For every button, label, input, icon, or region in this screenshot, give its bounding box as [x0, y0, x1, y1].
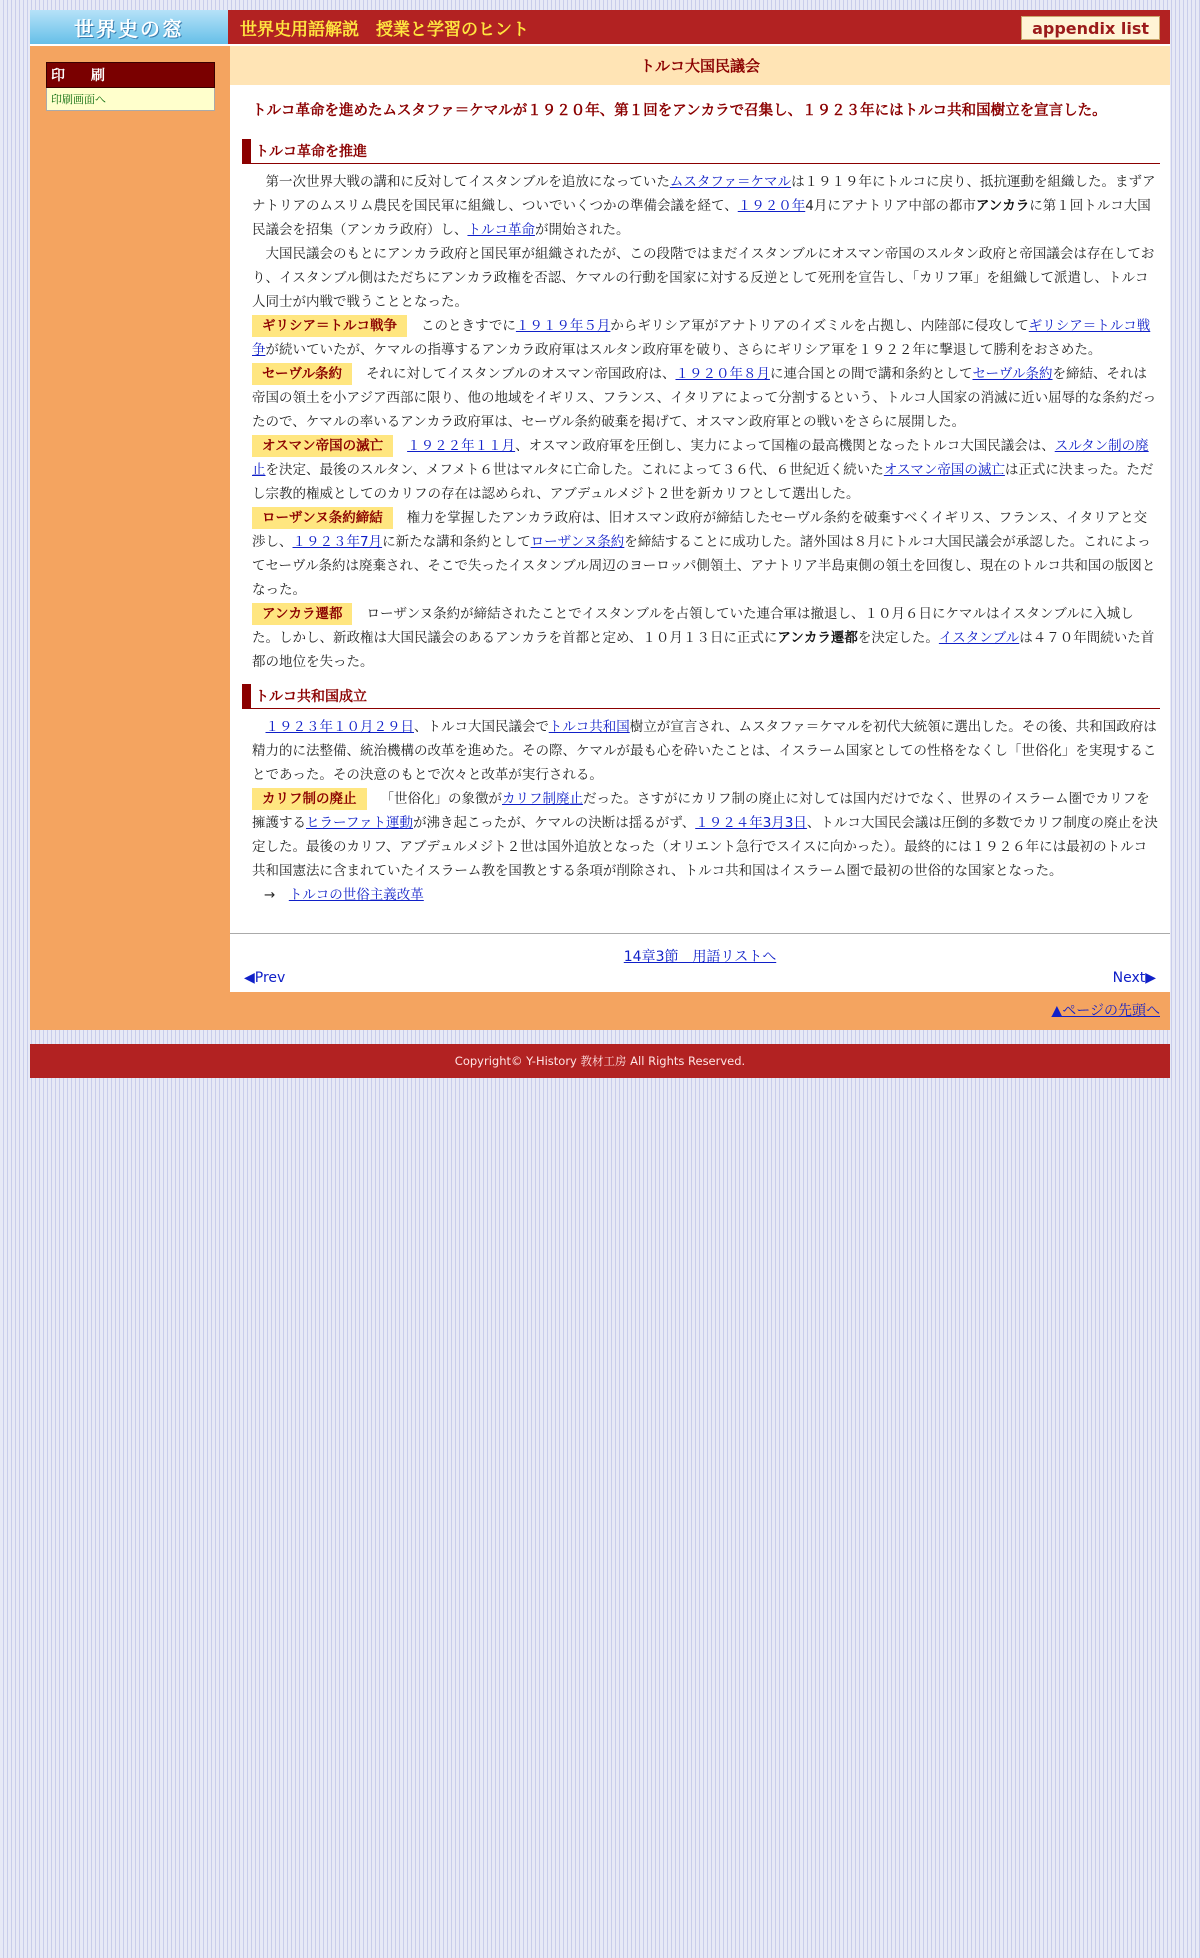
text: 、オスマン政府軍を圧倒し、実力によって国権の最高機関となったトルコ大国民議会は、 [515, 438, 1055, 454]
text: だった。さすがにカリフ制の廃止に対しては国内だけでなく、世界のイスラーム圏でカリフを擁護する [252, 791, 1150, 831]
term-badge: カリフ制の廃止 [252, 788, 367, 810]
prev-link[interactable]: ◀Prev [244, 970, 286, 986]
section-heading-revolution: トルコ革命を推進 [242, 139, 1160, 164]
text: 、トルコ大国民議会で [414, 719, 549, 735]
text: 「世俗化」の象徴が [380, 791, 502, 807]
link-1923-jul[interactable]: １９２３年7月 [292, 534, 383, 550]
link-ottoman-fall[interactable]: オスマン帝国の滅亡 [883, 462, 1005, 478]
print-box [46, 62, 215, 111]
text: は正式に決まった。ただし宗教的権威としてのカリフの存在は認められ、アブデュルメジト２世を新カリフとして選出した。 [252, 462, 1154, 502]
sidebar [30, 46, 230, 992]
text: それに対してイスタンブルのオスマン帝国政府は、 [366, 366, 676, 382]
site-header [30, 10, 1170, 46]
text: 樹立が宣言され、ムスタファ＝ケマルを初代大統領に選出した。その後、共和国政府は精力的に法整備、統治機構の改革を進めた。その際、ケマルが最も心を砕いたことは、イスラーム国家としての性格をなくし「世俗化」を実現することであった。その決意のもとで次々と改革が実行される。 [252, 719, 1157, 783]
paragraph [252, 715, 1160, 787]
term-badge: オスマン帝国の滅亡 [252, 435, 393, 457]
link-khilafat-movement[interactable]: ヒラーファト運動 [306, 815, 414, 831]
section-body-revolution [230, 170, 1170, 674]
link-secular-reform[interactable]: トルコの世俗主義改革 [288, 887, 424, 903]
page-top-row [30, 992, 1170, 1030]
text: が沸き起こったが、ケマルの決断は揺るがず、 [413, 815, 696, 831]
text: を決定、最後のスルタン、メフメト６世はマルタに亡命した。これによって３６代、６世紀近く続いた [265, 462, 884, 478]
link-treaty-lausanne[interactable]: ローザンヌ条約 [530, 534, 625, 550]
paragraph-ottoman [252, 434, 1160, 506]
page-title: トルコ大国民議会 [230, 46, 1170, 85]
link-treaty-sevres[interactable]: セーヴル条約 [972, 366, 1053, 382]
term-badge: ローザンヌ条約締結 [252, 507, 393, 529]
paragraph: 大国民議会のもとにアンカラ政府と国民軍が組織されたが、この段階ではまだイスタンブルにオスマン帝国のスルタン政府と帝国議会は存在しており、イスタンブル側はただちにアンカラ政権を否認、ケマルの行動を国家に対する反逆として死刑を宣告し、「カリフ軍」を組織して派遣し、トルコ人同士が内戦で戦うこととなった。 [252, 246, 1155, 310]
paragraph-ankara [252, 602, 1160, 674]
print-heading: 印 刷 [46, 62, 215, 88]
section-heading-republic: トルコ共和国成立 [242, 684, 1160, 709]
link-abolition-sultanate[interactable]: スルタン制の廃止 [252, 438, 1149, 478]
next-link[interactable]: Next▶ [1112, 970, 1156, 986]
page-top-link[interactable]: ▲ページの先頭へ [1051, 1003, 1160, 1019]
arrow-icon: → [264, 887, 276, 903]
term-badge: ギリシア＝トルコ戦争 [252, 315, 407, 337]
main-content [230, 46, 1170, 992]
link-1923-oct-29[interactable]: １９２３年１０月２９日 [265, 719, 414, 735]
term-badge: セーヴル条約 [252, 363, 352, 385]
link-1922-nov[interactable]: １９２２年１１月 [407, 438, 516, 454]
related-link-line [252, 883, 1160, 907]
content-layout [30, 46, 1170, 992]
link-abolition-caliphate[interactable]: カリフ制廃止 [502, 791, 583, 807]
paragraph-caliphate [252, 787, 1160, 883]
link-greco-turkish-war[interactable]: ギリシア＝トルコ戦争 [252, 318, 1151, 358]
site-title: 世界史用語解説 授業と学習のヒント [240, 19, 529, 40]
link-turkish-revolution[interactable]: トルコ革命 [467, 222, 535, 238]
text: を締結することに成功した。諸外国は８月にトルコ大国民議会が承認した。これによってセーヴル条約は廃棄され、そこで失ったイスタンブル周辺のヨーロッパ側領土、アナトリア半島東側の領土を回復し、現在のトルコ共和国の版図となった。 [252, 534, 1156, 598]
text: に新たな講和条約として [382, 534, 531, 550]
bold-ankara: アンカラ [975, 198, 1030, 214]
paragraph-lausanne [252, 506, 1160, 602]
text: このときすでに [421, 318, 516, 334]
text: が続いていたが、ケマルの指導するアンカラ政府軍はスルタン政府軍を破り、さらにギリシア軍を１９２２年に撃退して勝利をおさめた。 [265, 342, 1102, 358]
site-footer: Copyright© Y-History 教材工房 All Rights Reserved. [30, 1044, 1170, 1078]
link-turkish-republic[interactable]: トルコ共和国 [548, 719, 630, 735]
lead-text: トルコ革命を進めたムスタファ＝ケマルが１９２０年、第１回をアンカラで召集し、１９２３年にはトルコ共和国樹立を宣言した。 [252, 103, 1107, 119]
link-1920-aug[interactable]: １９２０年８月 [675, 366, 770, 382]
paragraph [252, 170, 1160, 242]
page-wrapper [30, 10, 1170, 1078]
appendix-list-button[interactable]: appendix list [1021, 16, 1160, 40]
link-1920[interactable]: １９２０年 [737, 198, 806, 214]
link-1919-may[interactable]: １９１９年５月 [515, 318, 611, 334]
text: 4月にアナトリア中部の都市 [805, 198, 976, 214]
text: 第一次世界大戦の講和に反対してイスタンブルを追放になっていた [265, 174, 670, 190]
term-list-link[interactable]: 14章3節 用語リストへ [623, 949, 777, 965]
paragraph-sevres [252, 362, 1160, 434]
page-navigation [230, 933, 1170, 992]
link-mustafa-kemal[interactable]: ムスタファ＝ケマル [669, 174, 792, 190]
link-istanbul[interactable]: イスタンブル [938, 630, 1020, 646]
text: が開始された。 [534, 222, 630, 238]
site-logo[interactable]: 世界史の窓 [30, 10, 228, 44]
paragraph-greece [252, 314, 1160, 362]
section-body-republic [230, 715, 1170, 907]
link-1924-mar-3[interactable]: １９２４年3月3日 [695, 815, 807, 831]
print-page-link[interactable]: 印刷画面へ [46, 88, 215, 111]
text: 権力を掌握したアンカラ政府は、旧オスマン政府が締結したセーヴル条約を破棄すべくイギリス、フランス、イタリアと交渉し、 [252, 510, 1148, 550]
text: を決定した。 [857, 630, 939, 646]
text: 、トルコ大国民会議は圧倒的多数でカリフ制度の廃止を決定した。最後のカリフ、アブデュルメジト２世は国外追放となった（オリエント急行でスイスに向かった）。最終的には１９２６年には最初のトルコ共和国憲法に含まれていたイスラーム教を国教とする条項が削除され、トルコ共和国はイスラーム圏で最初の世俗的な国家となった。 [252, 815, 1158, 879]
term-badge: アンカラ遷都 [252, 603, 352, 625]
text: を締結、それは帝国の領土を小アジア西部に限り、他の地域をイギリス、フランス、イタリアによって分割するという、トルコ人国家の消滅に近い屈辱的な条約だったので、ケマルの率いるアンカラ政府軍は、セーヴル条約破棄を掲げて、オスマン政府軍との戦いをさらに展開した。 [252, 366, 1157, 430]
text: からギリシア軍がアナトリアのイズミルを占拠し、内陸部に侵攻して [610, 318, 1029, 334]
text: は４７０年間続いた首都の地位を失った。 [252, 630, 1155, 670]
text: に第１回トルコ大国民議会を招集（アンカラ政府）し、 [252, 198, 1151, 238]
text: は１９１９年にトルコに戻り、抵抗運動を組織した。まずアナトリアのムスリム農民を国民軍に組織し、ついでいくつかの準備会議を経て、 [252, 174, 1156, 214]
text: に連合国との間で講和条約として [769, 366, 973, 382]
bold-ankara-capital: アンカラ遷都 [777, 630, 858, 646]
text: ローザンヌ条約が締結されたことでイスタンブルを占領していた連合軍は撤退し、１０月６日にケマルはイスタンブルに入城した。しかし、新政権は大国民議会のあるアンカラを首都と定め、１０月１３日に正式に [252, 606, 1134, 646]
